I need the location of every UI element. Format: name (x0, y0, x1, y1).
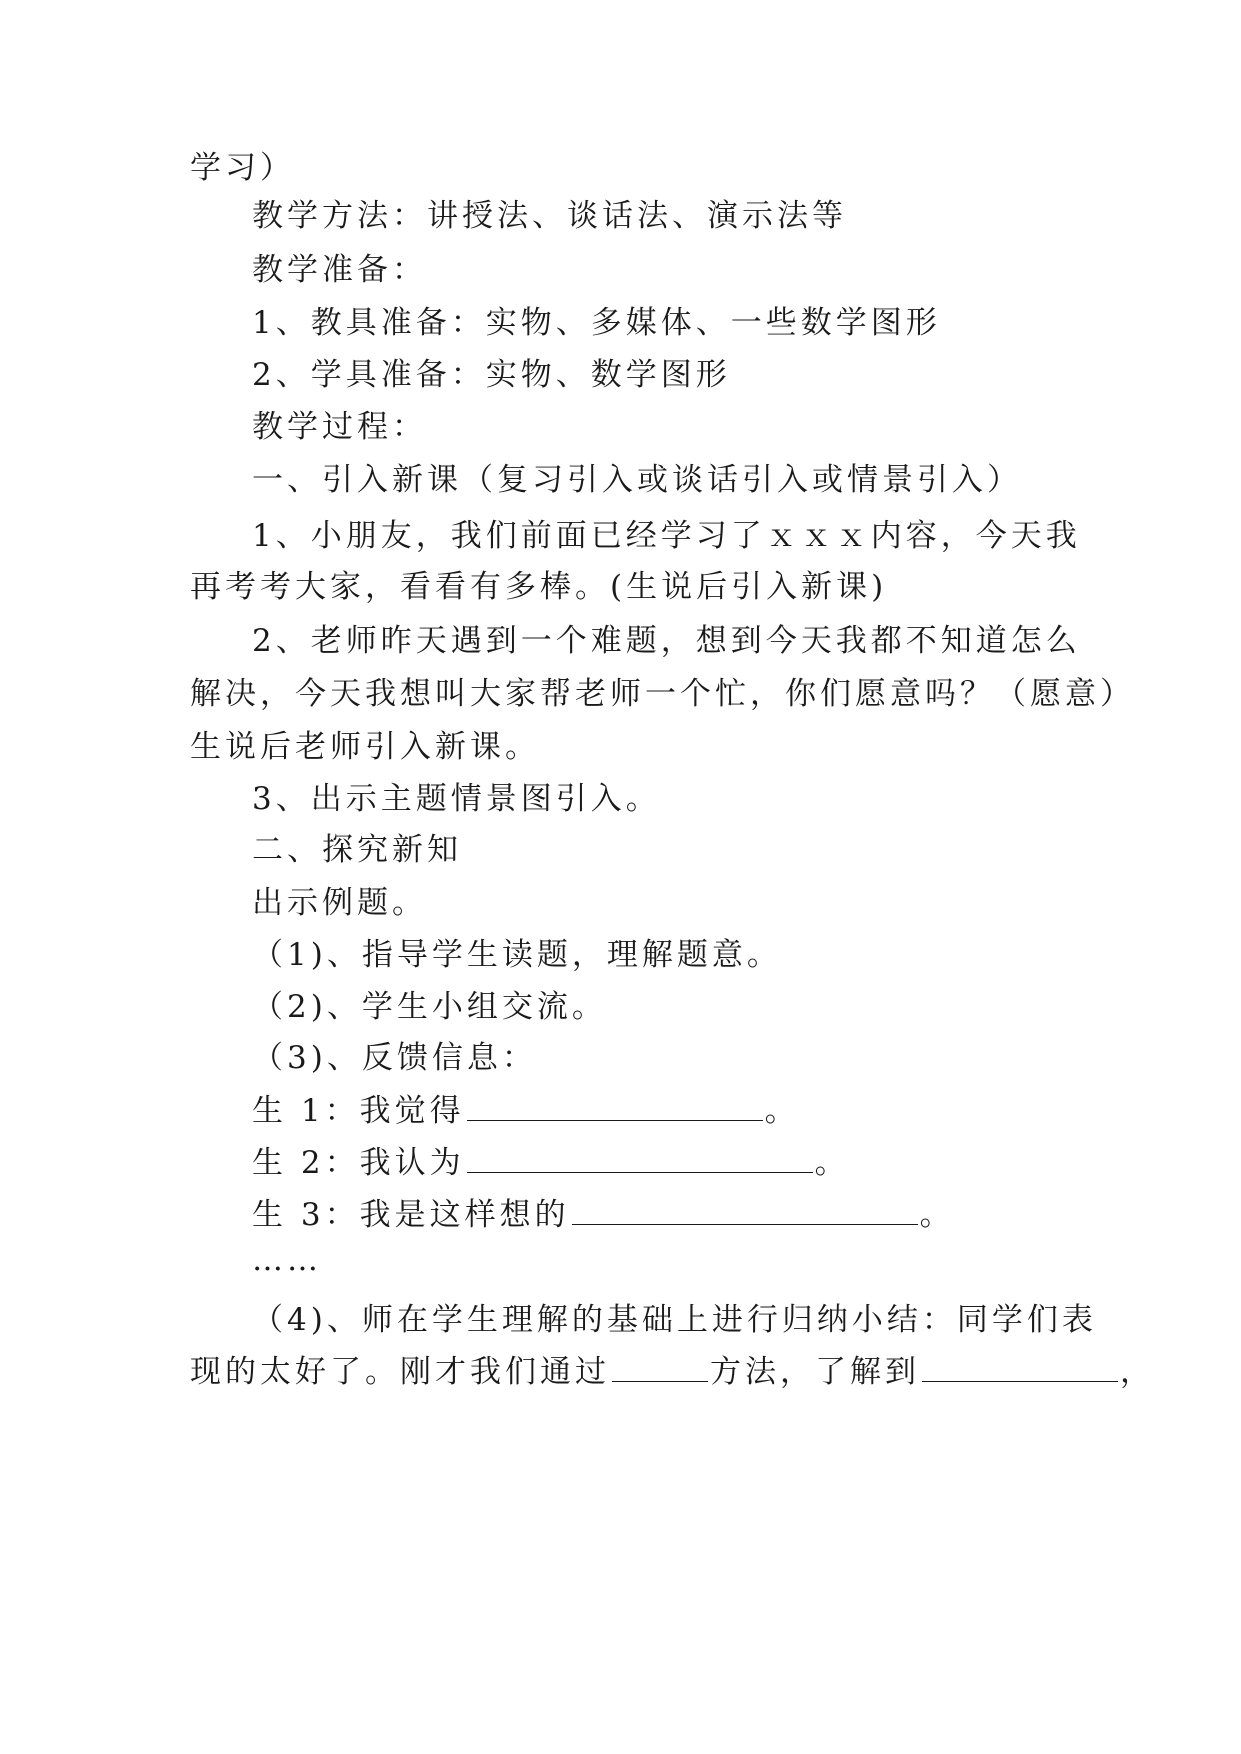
section-explore-heading: 二、探究新知 (252, 832, 462, 868)
text-line: 3、出示主题情景图引入。 (252, 781, 661, 817)
student-3-line (252, 1195, 955, 1235)
summary-line (190, 1352, 1155, 1392)
fill-in-blank (467, 1094, 763, 1121)
text-line: （3)、反馈信息： (252, 1040, 537, 1076)
fill-in-blank (922, 1355, 1118, 1382)
text-line: （1)、指导学生读题，理解题意。 (252, 937, 782, 973)
text-line: 1、小朋友，我们前面已经学习了ｘｘｘ内容，今天我 (252, 518, 1081, 554)
teaching-process-heading: 教学过程： (252, 409, 427, 445)
text-line: 学习） (190, 150, 295, 186)
period-text: 。 (919, 1197, 955, 1233)
period-text: 。 (764, 1093, 800, 1129)
teaching-prep-heading: 教学准备： (252, 252, 427, 288)
fill-in-blank (572, 1198, 918, 1225)
student-1-text: 生 1：我觉得 (252, 1093, 465, 1129)
student-2-line (252, 1143, 850, 1183)
fill-in-blank (612, 1355, 708, 1382)
learning-aid-line: 2、学具准备：实物、数学图形 (252, 357, 731, 393)
summary-text-a: 现的太好了。刚才我们通过 (190, 1354, 610, 1390)
summary-text-c: ， (1120, 1354, 1155, 1390)
text-line: 2、老师昨天遇到一个难题，想到今天我都不知道怎么 (252, 623, 1081, 659)
summary-text-b: 方法，了解到 (710, 1354, 920, 1390)
teaching-method-line: 教学方法：讲授法、谈话法、演示法等 (252, 198, 847, 234)
student-2-text: 生 2：我认为 (252, 1145, 465, 1181)
text-line: 解决，今天我想叫大家帮老师一个忙，你们愿意吗？（愿意） (190, 676, 1135, 712)
ellipsis-line: …… (252, 1242, 322, 1278)
text-line: 出示例题。 (252, 885, 427, 921)
fill-in-blank (467, 1146, 813, 1173)
period-text: 。 (814, 1145, 850, 1181)
section-intro-heading: 一、引入新课（复习引入或谈话引入或情景引入） (252, 462, 1022, 498)
text-line: 生说后老师引入新课。 (190, 729, 540, 765)
text-line: （2)、学生小组交流。 (252, 989, 607, 1025)
student-3-text: 生 3：我是这样想的 (252, 1197, 570, 1233)
student-1-line (252, 1091, 800, 1131)
teaching-aid-line: 1、教具准备：实物、多媒体、一些数学图形 (252, 305, 941, 341)
text-line: （4)、师在学生理解的基础上进行归纳小结：同学们表 (252, 1302, 1097, 1338)
text-line: 再考考大家，看看有多棒。(生说后引入新课) (190, 569, 888, 605)
